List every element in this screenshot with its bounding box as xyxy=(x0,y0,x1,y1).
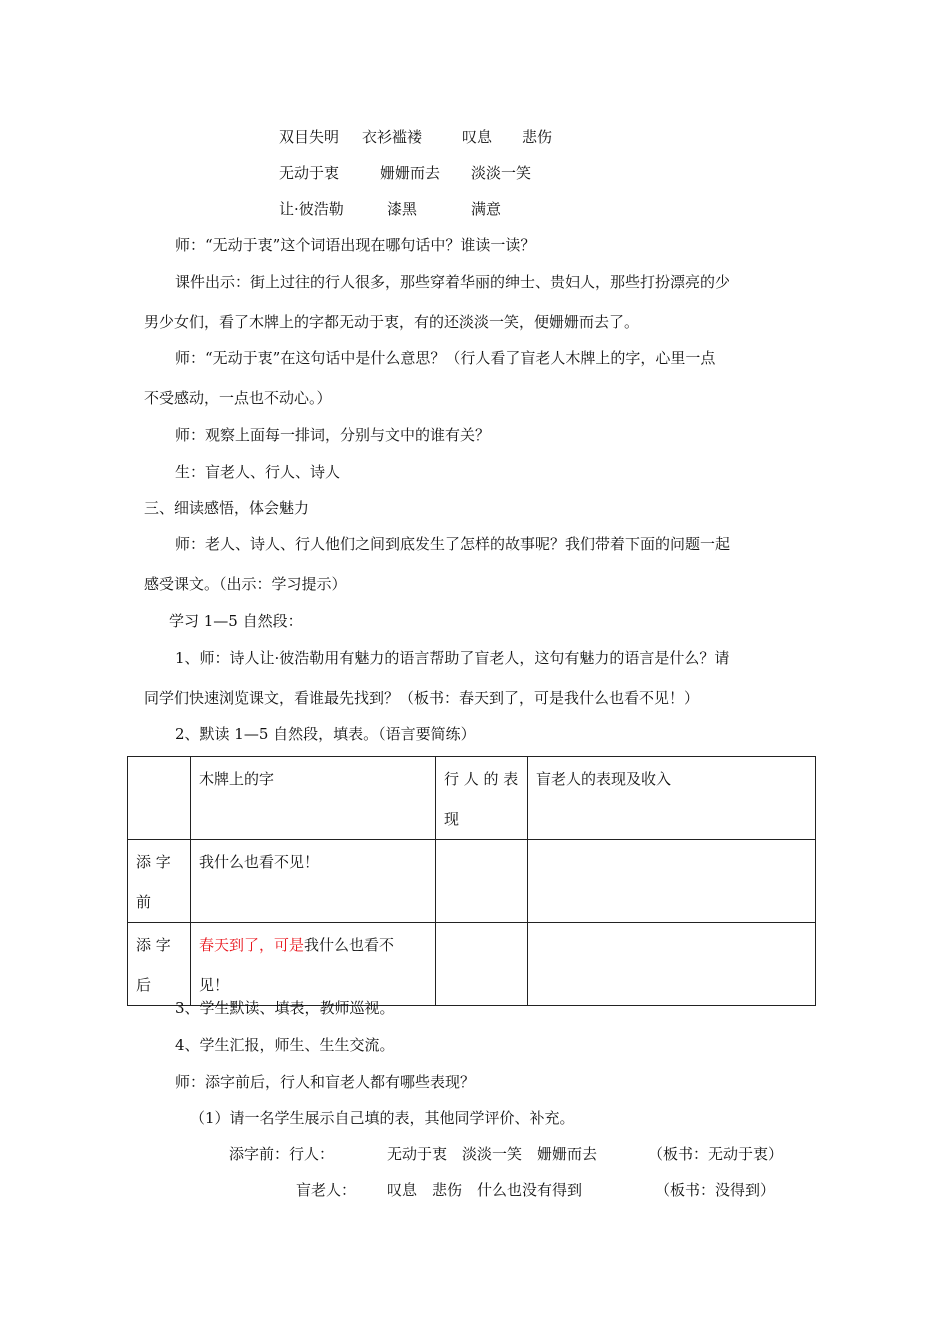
word: 淡淡一笑 xyxy=(471,164,532,182)
table-header-cell: 木牌上的字 xyxy=(191,757,436,840)
table-row-label: 添 字 前 xyxy=(128,840,191,923)
word-list: 叹息 悲伤 什么也没有得到 xyxy=(387,1181,583,1199)
board-note: （板书：没得到） xyxy=(655,1181,776,1199)
paragraph-line: 感受课文。（出示：学习提示） xyxy=(144,575,347,593)
paragraph-line: 男少女们，看了木牌上的字都无动于衷，有的还淡淡一笑，便姗姗而去了。 xyxy=(144,313,640,331)
label: 盲老人： xyxy=(296,1181,357,1199)
table-header-cell: 行 人 的 表 现 xyxy=(436,757,528,840)
paragraph-line: 1、师：诗人让·彼浩勒用有魅力的语言帮助了盲老人，这句有魅力的语言是什么？请 xyxy=(175,649,730,667)
section-heading: 三、细读感悟，体会魅力 xyxy=(144,499,310,517)
table-cell xyxy=(128,757,191,840)
paragraph-line: （1）请一名学生展示自己填的表，其他同学评价、补充。 xyxy=(190,1109,575,1127)
word: 让·彼浩勒 xyxy=(279,200,344,218)
label: 添字前：行人： xyxy=(229,1145,335,1163)
word: 漆黑 xyxy=(387,200,418,218)
board-note: （板书：无动于衷） xyxy=(648,1145,784,1163)
table-cell xyxy=(528,923,816,1006)
paragraph-line: 学习 1—5 自然段： xyxy=(169,612,303,630)
paragraph-line: 2、默读 1—5 自然段，填表。（语言要简练） xyxy=(175,725,476,743)
word-list: 无动于衷 淡淡一笑 姗姗而去 xyxy=(387,1145,598,1163)
paragraph-line: 课件出示：街上过往的行人很多，那些穿着华丽的绅士、贵妇人，那些打扮漂亮的少 xyxy=(175,273,731,291)
word: 双目失明 xyxy=(279,128,340,146)
word: 叹息 xyxy=(462,128,493,146)
paragraph-line: 师：“无动于衷”在这句话中是什么意思？（行人看了盲老人木牌上的字，心里一点 xyxy=(175,349,716,367)
paragraph-line: 同学们快速浏览课文，看谁最先找到？（板书：春天到了，可是我什么也看不见！） xyxy=(144,689,700,707)
paragraph-line: 不受感动，一点也不动心。） xyxy=(144,389,332,407)
table-cell xyxy=(436,923,528,1006)
word: 悲伤 xyxy=(522,128,553,146)
table-cell: 春天到了，可是我什么也看不 见！ xyxy=(191,923,436,1006)
table-row-label: 添 字 后 xyxy=(128,923,191,1006)
word: 满意 xyxy=(471,200,502,218)
table-header-cell: 盲老人的表现及收入 xyxy=(528,757,816,840)
table-cell xyxy=(528,840,816,923)
table-row xyxy=(128,923,816,1006)
table-header-row xyxy=(128,757,816,840)
paragraph-line: 师：添字前后，行人和盲老人都有哪些表现？ xyxy=(175,1073,476,1091)
paragraph-line: 师：观察上面每一排词，分别与文中的谁有关？ xyxy=(175,426,491,444)
paragraph-line: 4、学生汇报，师生、生生交流。 xyxy=(175,1036,395,1054)
word: 衣衫褴褛 xyxy=(362,128,423,146)
paragraph-line: 3、学生默读、填表，教师巡视。 xyxy=(175,999,395,1017)
word: 姗姗而去 xyxy=(380,164,441,182)
highlighted-text: 春天到了，可是 xyxy=(199,936,305,954)
fill-in-table xyxy=(127,756,816,1006)
table-cell xyxy=(436,840,528,923)
table-row xyxy=(128,840,816,923)
paragraph-line: 师：“无动于衷”这个词语出现在哪句话中？谁读一读？ xyxy=(175,236,536,254)
word: 无动于衷 xyxy=(279,164,340,182)
table-cell: 我什么也看不见！ xyxy=(191,840,436,923)
paragraph-line: 生：盲老人、行人、诗人 xyxy=(175,463,341,481)
paragraph-line: 师：老人、诗人、行人他们之间到底发生了怎样的故事呢？我们带着下面的问题一起 xyxy=(175,535,731,553)
